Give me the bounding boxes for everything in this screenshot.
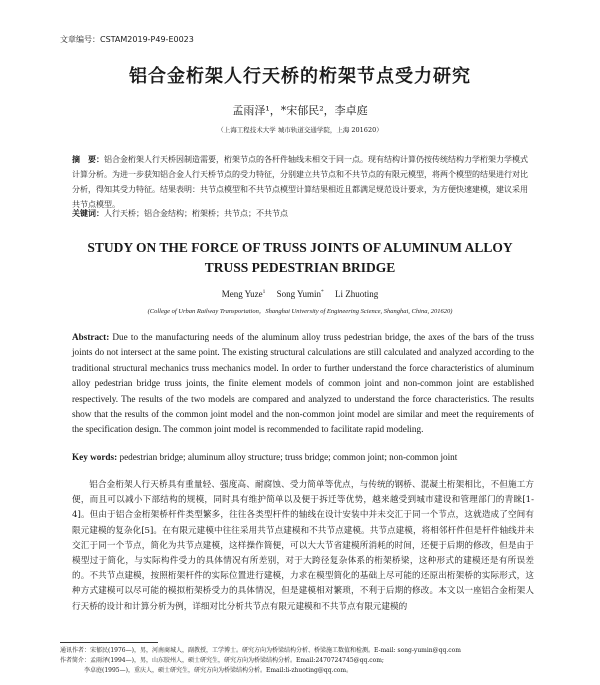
english-title-line1: STUDY ON THE FORCE OF TRUSS JOINTS OF ALUMINUM ALLOY [87, 240, 513, 255]
english-authors [0, 289, 600, 299]
english-abstract [72, 330, 534, 438]
footnote-corresponding-author: 通讯作者：宋郁民(1976—)，男，河南商城人，副教授，工学博士。研究方向为桥梁结构分析、桥梁施工数值和检测。E-mail: song-yumin@qq.com [60, 647, 461, 654]
author-2: Song Yumin [276, 289, 322, 299]
document-number: 文章编号：CSTAM2019-P49-E0023 [60, 35, 194, 44]
author-1: Meng Yuze [221, 289, 263, 299]
chinese-keywords-text: 人行天桥；铝合金结构；桁架桥；共节点；不共节点 [104, 209, 288, 218]
chinese-abstract [72, 152, 532, 212]
english-keywords [72, 452, 534, 462]
chinese-affiliation: （上海工程技术大学 城市轨道交通学院，上海 201620） [217, 126, 383, 134]
english-title-line2: TRUSS PEDESTRIAN BRIDGE [204, 260, 396, 275]
english-keywords-label: Key words: [72, 452, 118, 462]
footnote-author-bio-1: 作者简介：孟雨泽(1994—)，男，山东胶州人，硕士研究生，研究方向为桥梁结构分析。Email:2470724745@qq.com; [60, 657, 384, 664]
chinese-title: 铝合金桁架人行天桥的桁架节点受力研究 [129, 66, 471, 87]
chinese-keywords-label: 关键词： [72, 208, 104, 218]
chinese-keywords [72, 208, 532, 219]
body-paragraph: 铝合金桁架人行天桥具有重量轻、强度高、耐腐蚀、受力简单等优点，与传统的钢桥、混凝土桁架相比，不但施工方便，而且可以减小下部结构的规模，同时具有维护简单以及便于拆迁等优势，越来越受到城市建设和管理部门的青睐[1-4]。但由于铝合金桁架桥杆件类型繁多，往往各类型杆件的轴线在设计安装中并未交汇于同一个节点，这就造成了空间有限元建模的复杂化[5]。在有限元建模中往往采用共节点建模和不共节点建模。共节点建模，将相邻杆件但是杆件轴线并未交汇于同一个节点，简化为共节点建模，这样操作简便，可以大大节省建模所消耗的时间，还便于后期的修改，但是由于模型过于简化，与实际构件受力的具体情况有所差别，对于大跨径复杂体系的桁架桥梁，这种形式的建模还是有所误差的。不共节点建模，按照桁架杆件的实际位置进行建模，力求在模型简化的基础上尽可能的还原出桁架桥的实际形式，这种方式建模可以尽可能的模拟桁架桥受力的具体情况，但是建模相对繁琐，不利于后期的修改。本文以一座铝合金桁架人行天桥的设计和计算分析为例，详细对比分析共节点有限元建模和不共节点有限元建模的 [72, 480, 534, 612]
english-affiliation: (College of Urban Railway Transportation，Shanghai University of Engineering Science, Shanghai, China, 201620) [147, 308, 453, 315]
author-1-sup: 1 [262, 289, 266, 295]
english-title [0, 238, 600, 278]
footnote-author-bio-2: 李卓庭(1995—)，重庆人，硕士研究生，研究方向为桥梁结构分析。Email:li-zhuoting@qq.com。 [84, 667, 353, 674]
author-2-sup: * [321, 289, 324, 295]
chinese-abstract-text: 铝合金桁架人行天桥因制造需要，桁架节点的各杆件轴线未相交于同一点。现有结构计算仍按传统结构力学桁架力学模式计算分析。为进一步获知铝合金人行天桥节点的受力特征，分别建立共节点和不共节点的有限元模型，将两个模型的结果进行对比分析，得知其受力特征。结果表明：共节点模型和不共节点模型计算结果相近且都满足规范设计要求，为方便快速建模，建议采用共节点模型。 [72, 155, 528, 209]
english-abstract-label: Abstract: [72, 332, 110, 342]
footnote-rule [60, 642, 158, 643]
english-abstract-text: Due to the manufacturing needs of the aluminum alloy truss pedestrian bridge, the axes of the bars of the truss joints do not intersect at the same point. The existing structural calculations are still calculated and analyzed according to the traditional structural mechanics truss mechanics model. In order to further understand the force characteristics of aluminum alloy pedestrian bridge truss joints, the finite element models of common joint and non-common joint are established respectively. The results of the two models are compared and analyzed to understand the force characteristics. The results show that the results of the common joint model and the non-common joint model are similar and meet the requirements of the specification design. The common joint model is recommended to facilitate rapid modeling. [72, 332, 534, 435]
chinese-authors: 孟雨泽¹，*宋郁民²，李卓庭 [232, 104, 368, 117]
english-keywords-text: pedestrian bridge; aluminum alloy structure; truss bridge; common joint; non-common joint [119, 452, 458, 462]
author-3: Li Zhuoting [335, 289, 379, 299]
chinese-abstract-label: 摘 要： [72, 154, 104, 164]
